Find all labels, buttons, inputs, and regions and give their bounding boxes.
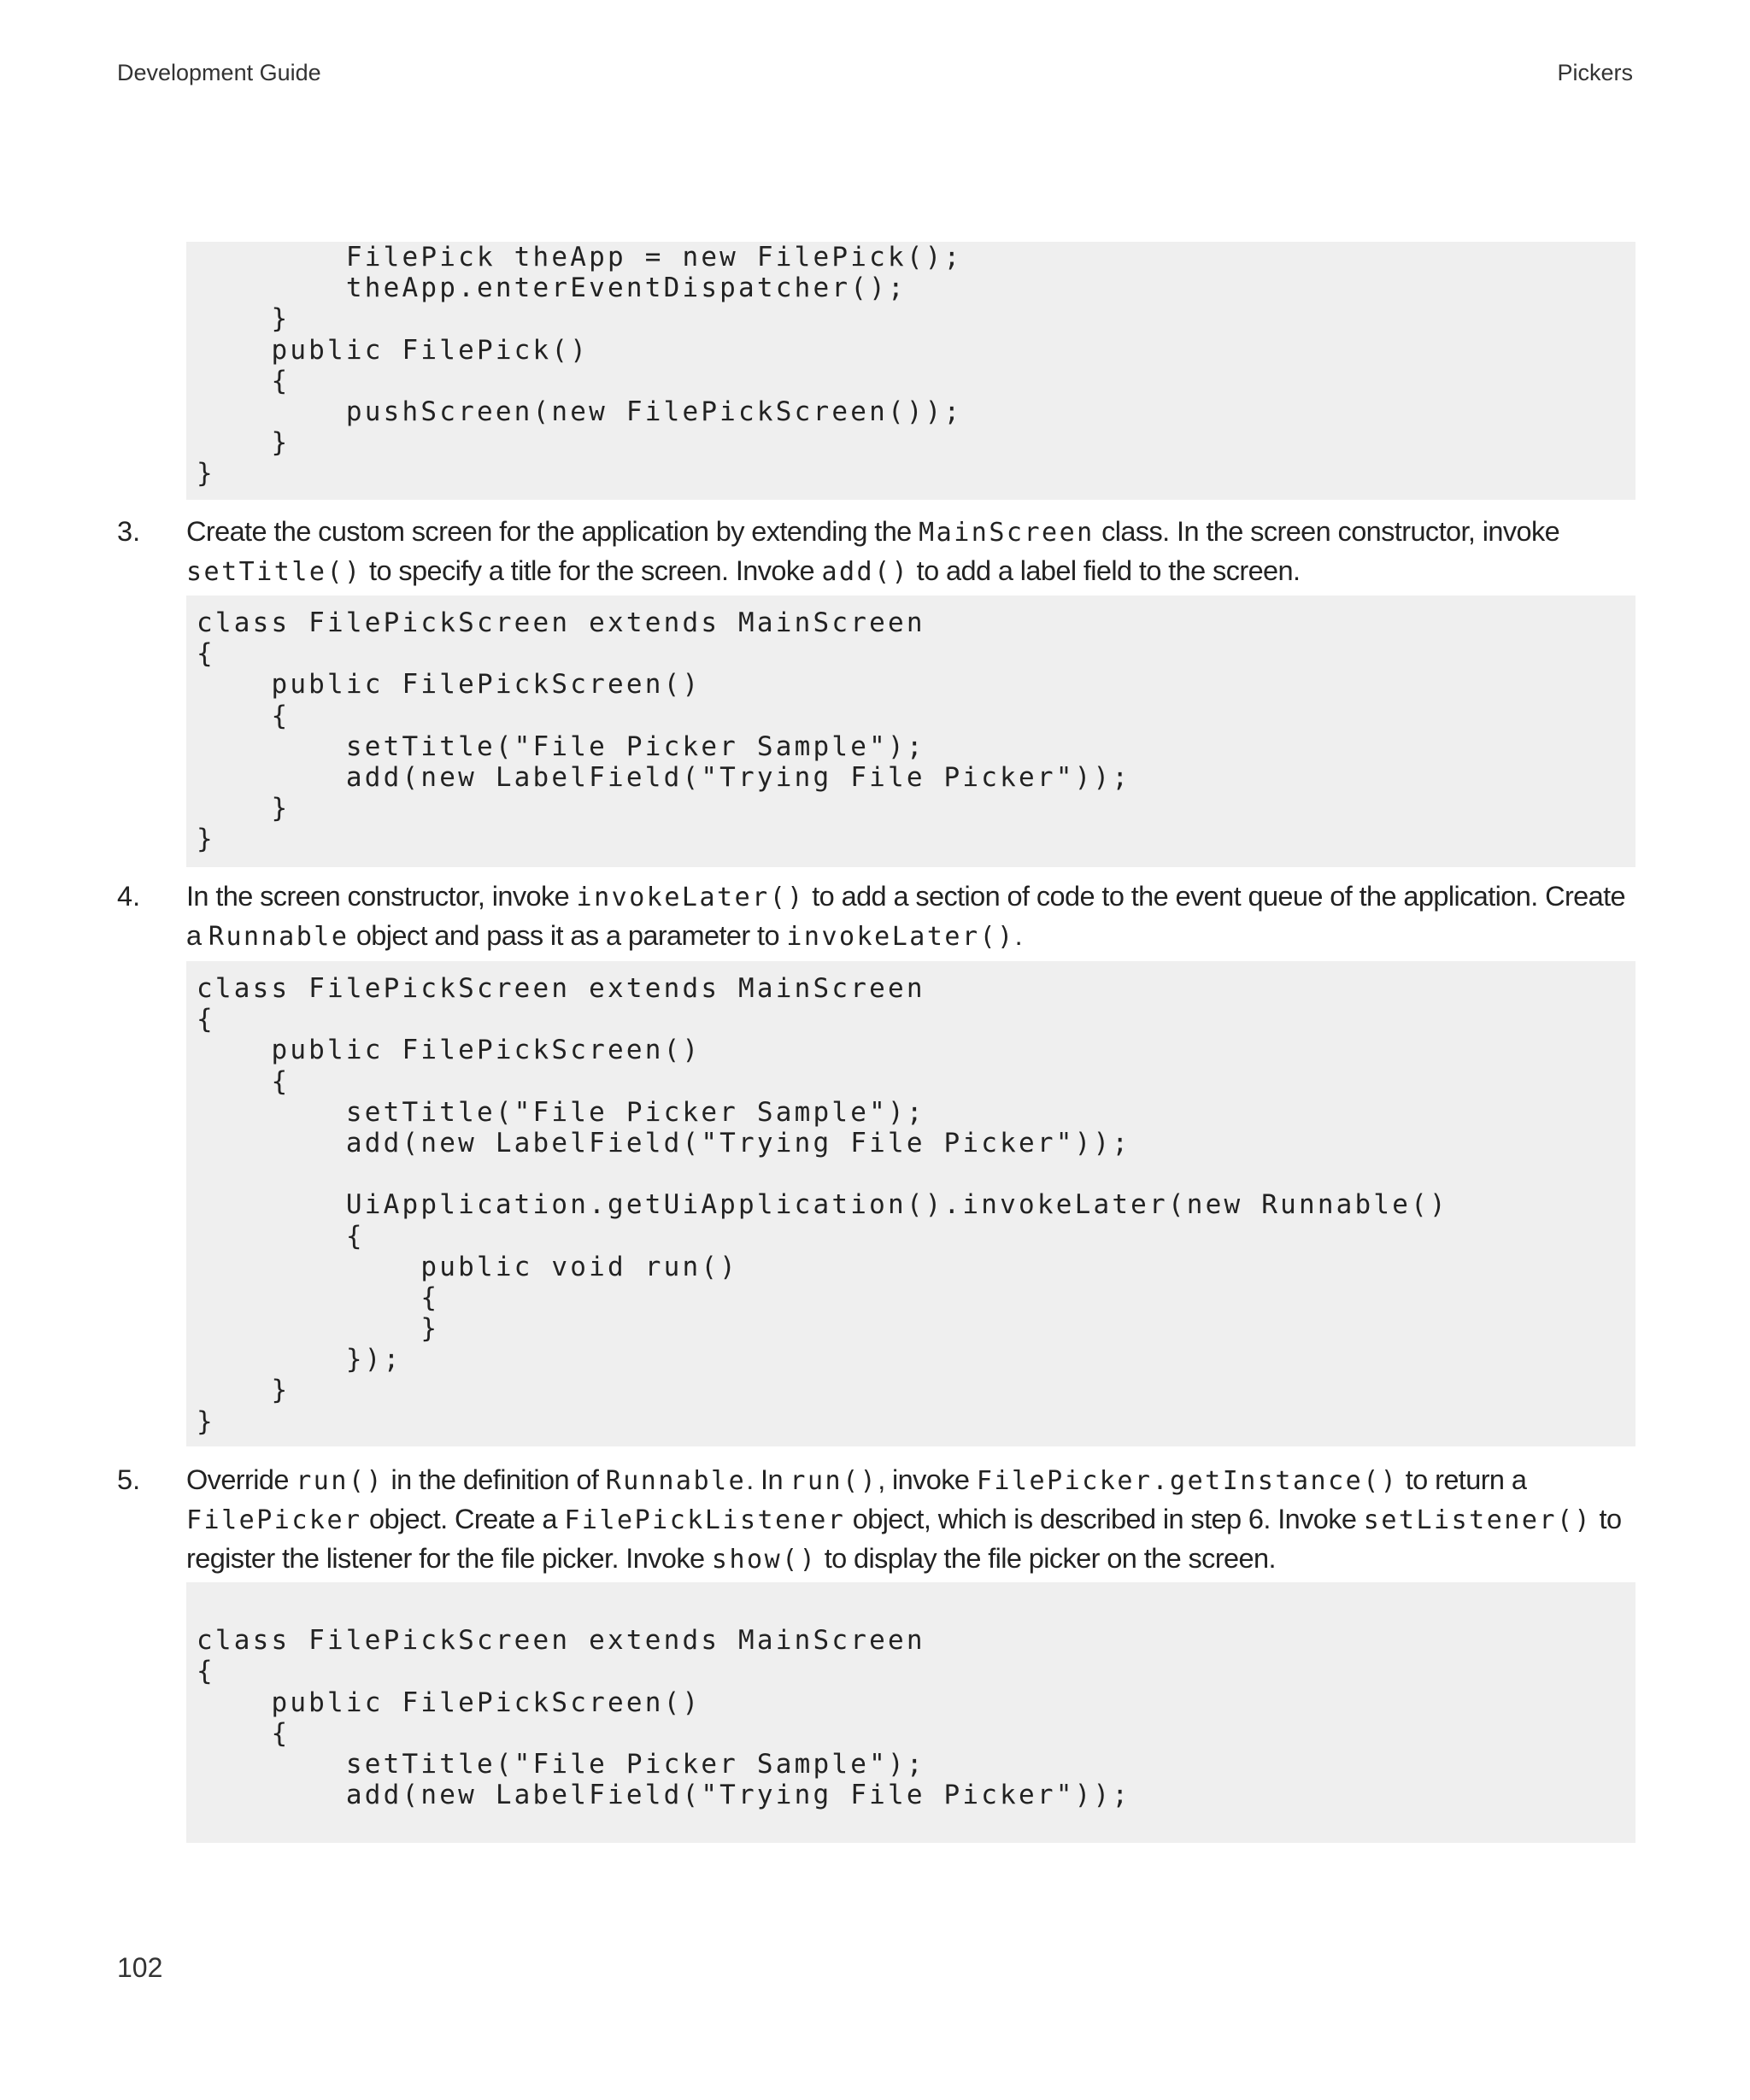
text-run: to register the listener for the file picker. Invoke [186,1504,1622,1574]
code-line: add(new LabelField("Trying File Picker")); [197,1780,1131,1811]
code-inline: setListener() [1363,1505,1593,1535]
code-inline: setTitle() [186,557,362,587]
code-line: setTitle("File Picker Sample"); [197,1748,925,1780]
code-inline: run() [296,1466,385,1496]
code-inline: invokeLater() [576,883,805,912]
text-run: Create the custom screen for the application by extending the [186,516,919,547]
code-line: pushScreen(new FilePickScreen()); [197,396,963,427]
code-line: } [197,824,215,855]
code-line: theApp.enterEventDispatcher(); [197,273,907,304]
code-line: public FilePickScreen() [197,669,702,701]
code-block-top [186,242,1635,500]
code-line: add(new LabelField("Trying File Picker")); [197,761,1131,793]
code-line: } [197,1375,291,1406]
code-line [197,1159,1635,1189]
code-line: setTitle("File Picker Sample"); [197,730,925,762]
step-4 [117,877,1638,956]
code-line: } [197,303,291,335]
code-inline: MainScreen [919,518,1095,548]
code-line: { [197,700,291,731]
code-inline: add() [821,557,910,587]
code-inline: Runnable [208,922,349,952]
code-inline: run() [790,1466,878,1496]
step-3 [117,513,1638,591]
code-line: setTitle("File Picker Sample"); [197,1096,925,1128]
code-inline: FilePicker [186,1505,362,1535]
running-header-title: Development Guide [117,60,321,85]
code-line: { [197,1220,365,1252]
text-run: object. Create a [361,1504,565,1534]
code-line: { [197,1656,215,1687]
code-line: public FilePickScreen() [197,1686,702,1718]
code-inline: invokeLater() [786,922,1015,952]
text-run: to return a [1398,1464,1527,1495]
code-inline: show() [711,1545,818,1575]
text-run: , invoke [878,1464,977,1495]
code-line: } [197,793,291,824]
code-line: { [197,1004,215,1035]
code-line: { [197,1717,291,1749]
code-line: } [197,1405,215,1437]
code-line: } [197,1313,440,1345]
text-run: to add a section of code to the event queue of the application. Create a [186,881,1626,951]
text-run: in the definition of [384,1464,606,1495]
code-line: FilePick theApp = new FilePick(); [197,242,963,273]
code-inline: Runnable [605,1466,747,1496]
code-line: } [197,458,215,490]
page-number: 102 [117,1952,163,1983]
code-line: public FilePick() [197,334,590,366]
code-inline: FilePicker.getInstance() [976,1466,1399,1496]
text-run: Override [186,1464,297,1495]
code-block-step4 [186,961,1635,1446]
code-block-step3 [186,595,1635,867]
code-line: public void run() [197,1251,739,1282]
step-number: 4. [117,881,141,912]
text-run: to display the file picker on the screen. [817,1543,1276,1574]
code-line: class FilePickScreen extends MainScreen [197,973,925,1004]
code-line: { [197,1065,291,1097]
text-run: In the screen constructor, invoke [186,881,577,912]
code-line: class FilePickScreen extends MainScreen [197,607,925,638]
code-inline: FilePickListener [564,1505,846,1535]
code-line: } [197,427,291,459]
text-run: to add a label field to the screen. [909,555,1301,586]
code-block-step5 [186,1582,1635,1843]
code-line: UiApplication.getUiApplication().invokeLater(new Runnable() [197,1189,1448,1221]
text-run: object, which is described in step 6. Invoke [845,1504,1364,1534]
code-line: }); [197,1344,402,1376]
text-run: to specify a title for the screen. Invoke [361,555,822,586]
code-line [197,1594,1635,1625]
text-run: . [1014,920,1023,951]
step-text [186,1461,1638,1579]
code-line: public FilePickScreen() [197,1035,702,1066]
step-5 [117,1461,1638,1579]
step-text [186,513,1638,591]
code-line: add(new LabelField("Trying File Picker")); [197,1127,1131,1159]
code-line: { [197,1282,440,1313]
step-number: 5. [117,1464,141,1495]
text-run: . In [746,1464,790,1495]
running-header-section: Pickers [1557,60,1633,85]
code-line: { [197,365,291,396]
code-line: class FilePickScreen extends MainScreen [197,1625,925,1657]
step-text [186,877,1638,956]
code-line [197,1810,1635,1841]
text-run: object and pass it as a parameter to [349,920,787,951]
text-run: class. In the screen constructor, invoke [1094,516,1560,547]
step-number: 3. [117,516,141,547]
code-line: { [197,638,215,670]
